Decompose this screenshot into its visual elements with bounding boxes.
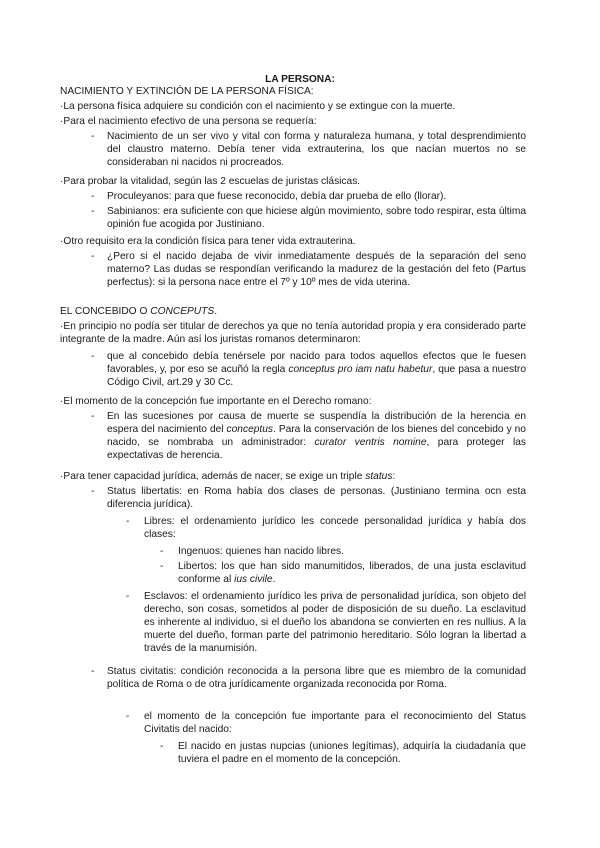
text-line: ·El momento de la concepción fue importante en el Derecho romano: [60,396,372,407]
bullet-text: Sabinianos: era suficiente con que hiciese algún movimiento, sobre todo respirar, esta última opinión fue acogida por Justiniano. [107,206,526,230]
esclavos-item: Esclavos: el ordenamiento jurídico les priva de personalidad jurídica, son objeto del derecho, son cosas, sometidos al poder de disposición de su dueño. La esclavitud es inherente al individuo, si el dueño los abandona se convierten en res nullius. A la muerte del dueño, forman parte del patrimonio hereditario. Sólo logran la libertad a través de la manumisión. [144,591,526,654]
bullet-text: Proculeyanos: para que fuese reconocido, debía dar prueba de ello (llorar). [107,191,447,202]
bullet-dash: - [160,546,164,557]
text-line: ·Para probar la vitalidad, según las 2 escuelas de juristas clásicas. [60,176,361,187]
bullet-dash: - [91,206,95,217]
text-line: ·Para tener capacidad jurídica, además de nacer, se exige un triple status: [60,471,396,482]
bullet-dash: - [160,741,164,752]
bullet-text: que al concebido debía tenérsele por nacido para todos aquellos efectos que le fuesen favorables, y, por eso se acuñó la regla conceptus pro iam natu habetur, que pasa a nuestro Código Civil, art.29 y 30 Cc. [107,351,526,388]
text-line: ·La persona física adquiere su condición con el nacimiento y se extingue con la muerte. [60,101,456,112]
section-heading-concebido: EL CONCEBIDO O CONCEPUTS. [60,306,218,317]
status-civitatis: Status civitatis: condición reconocida a la persona libre que es miembro de la comunidad política de Roma o de otra jurídicamente organizada reconocida por Roma. [107,666,526,690]
page-title: LA PERSONA: [265,74,335,85]
status-libertatis: Status libertatis: en Roma había dos clases de personas. (Justiniano termina ocn esta diferencia jurídica). [107,486,526,510]
text-line: ·Otro requisito era la condición física para tener vida extrauterina. [60,236,356,247]
bullet-dash: - [91,251,95,262]
bullet-dash: - [126,711,130,722]
momento-item: el momento de la concepción fue importante para el reconocimiento del Status Civitatis del nacido: [144,711,526,735]
bullet-dash: - [91,351,95,362]
bullet-dash: - [91,486,95,497]
bullet-dash: - [91,131,95,142]
bullet-dash: - [160,561,164,572]
section-heading-nacimiento: NACIMIENTO Y EXTINCIÓN DE LA PERSONA FÍSICA: [60,86,314,97]
bullet-dash: - [126,516,130,527]
bullet-dash: - [91,191,95,202]
nacido-item: El nacido en justas nupcias (uniones legítimas), adquiría la ciudadanía que tuviera el padre en el momento de la concepción. [178,741,526,765]
bullet-dash: - [91,666,95,677]
libres-item: Libres: el ordenamiento jurídico les concede personalidad jurídica y había dos clases: [144,516,526,540]
bullet-text: En las sucesiones por causa de muerte se suspendía la distribución de la herencia en espera del nacimiento del conceptus. Para la conservación de los bienes del concebido y no nacido, se nombraba un administrador: curator ventris nomine, para proteger las expectativas de herencia. [107,411,526,461]
libertos-item: Libertos: los que han sido manumitidos, liberados, de una justa esclavitud conforme al ius civile. [178,561,526,585]
ingenuos-item: Ingenuos: quienes han nacido libres. [178,546,344,557]
bullet-dash: - [126,591,130,602]
text-line: ·Para el nacimiento efectivo de una persona se requería: [60,116,317,127]
bullet-text: Nacimiento de un ser vivo y vital con forma y naturaleza humana, y total desprendimiento del claustro materno. Debía tener vida extrauterina, los que nacían muertos no se consideraban ni nacidos ni procreados. [107,131,526,168]
bullet-text: ¿Pero si el nacido dejaba de vivir inmediatamente después de la separación del seno materno? Las dudas se respondían verificando la madurez de la gestación del feto (Partus perfectus): si la persona nace entre el 7º y 10º mes de vida uterina. [107,251,526,288]
paragraph: ·En principio no podía ser titular de derechos ya que no tenía autoridad propia y era considerado parte integrante de la madre. Aún así los juristas romanos determinaron: [60,321,526,345]
bullet-dash: - [91,411,95,422]
